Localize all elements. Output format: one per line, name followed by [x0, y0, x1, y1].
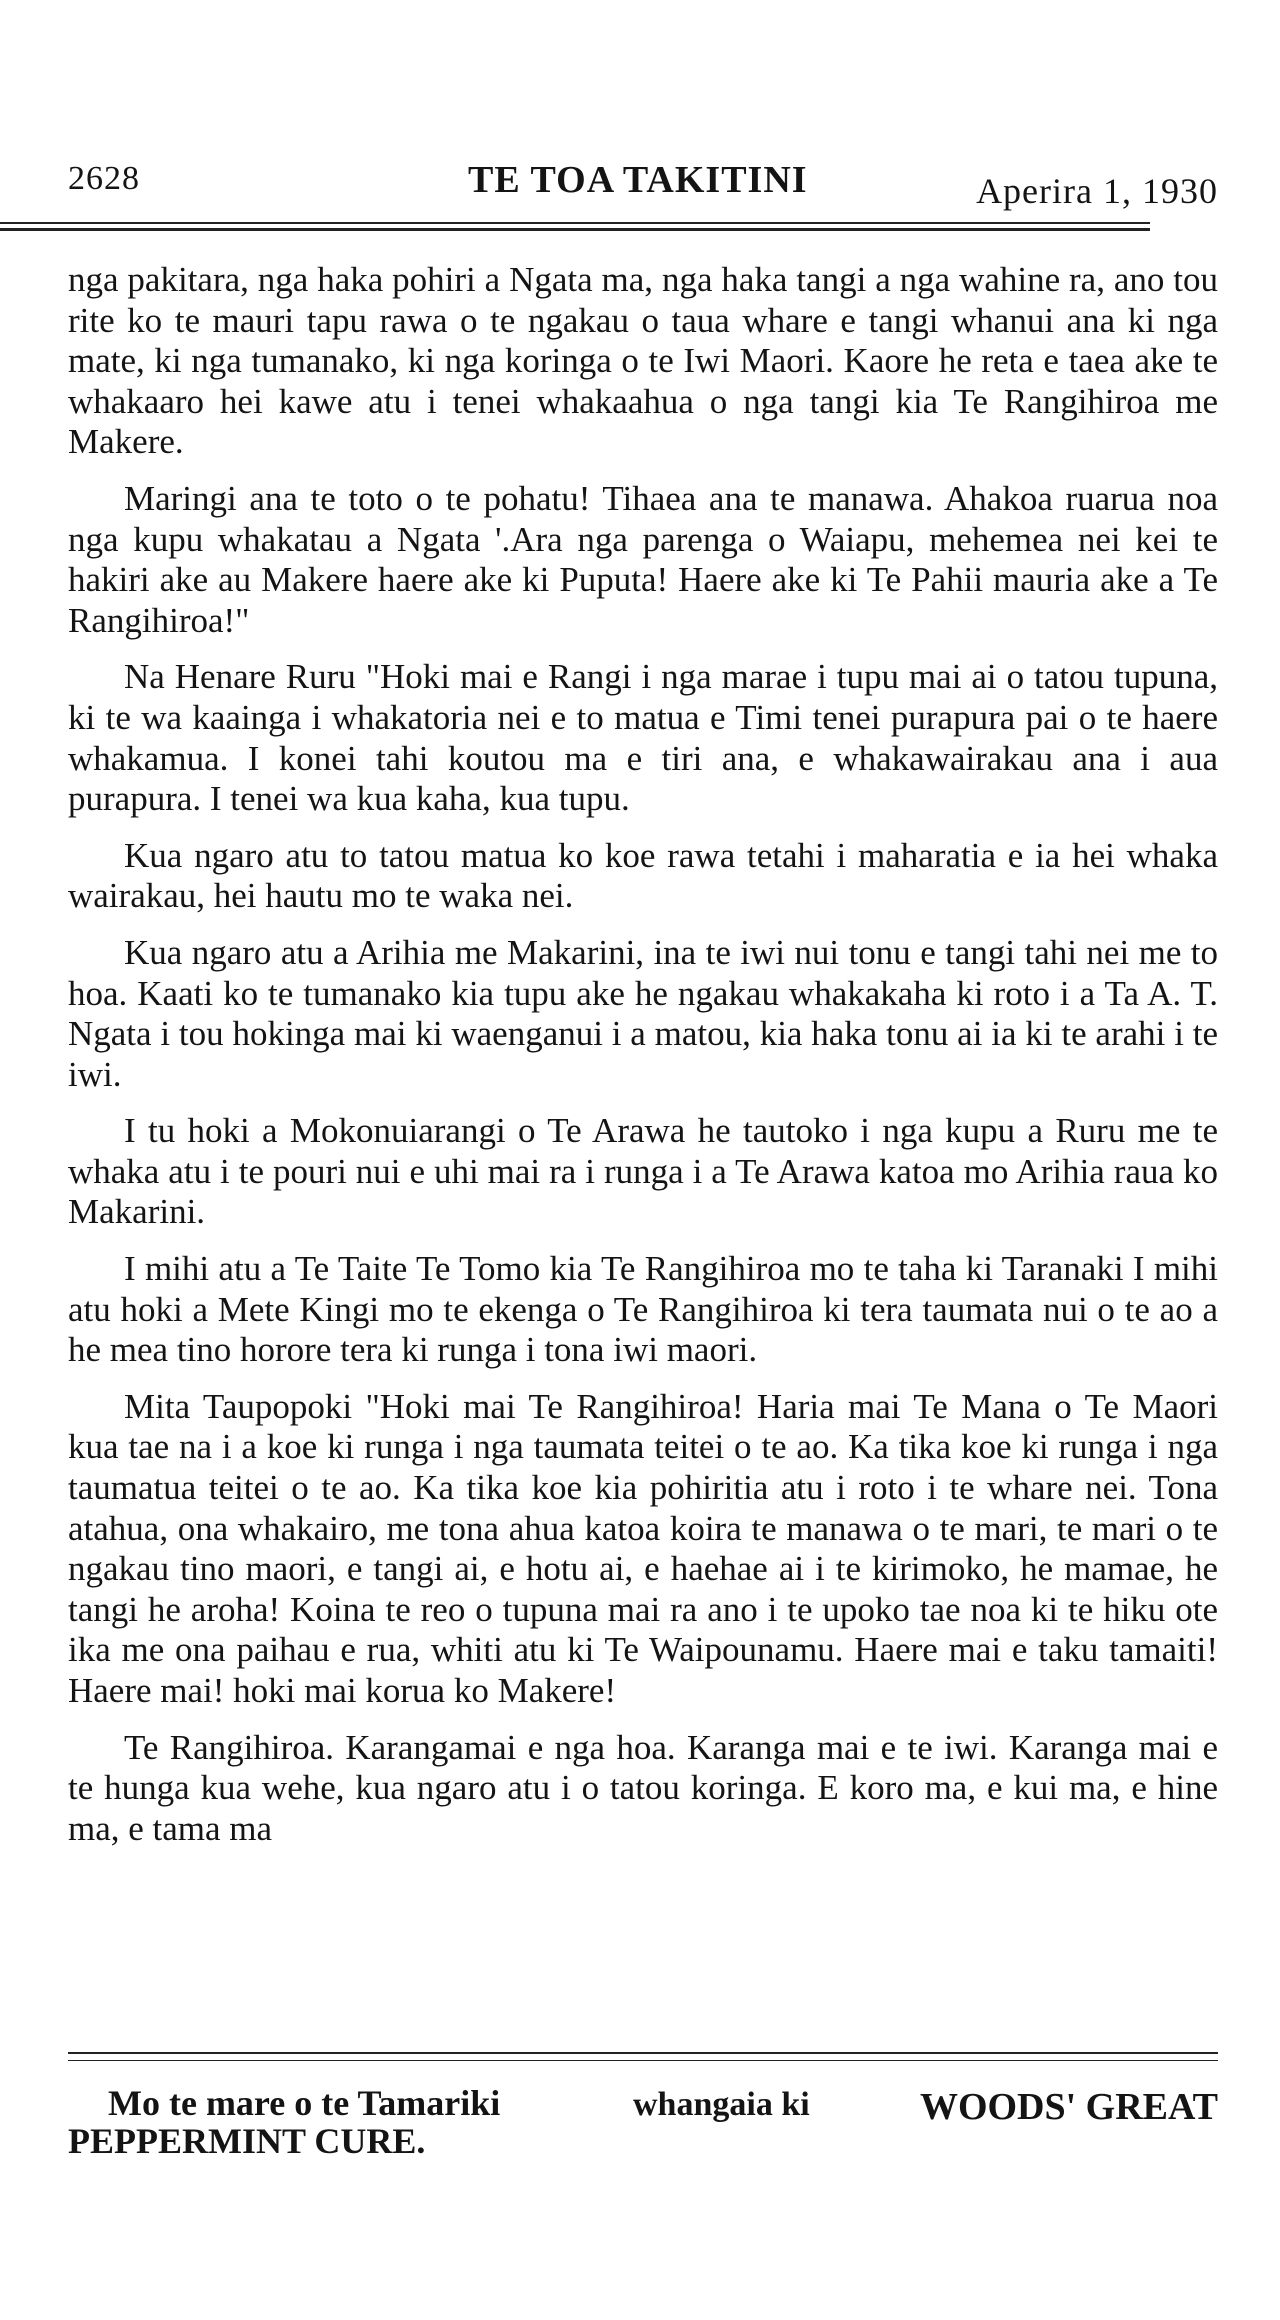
header-rule: [0, 222, 1150, 224]
paragraph: I tu hoki a Mokonuiarangi o Te Arawa he tautoko i nga kupu a Ruru me te whaka atu i te pouri nui e uhi mai ra i runga i a Te Arawa katoa mo Arihia raua ko Makarini.: [68, 1111, 1218, 1232]
paragraph: Kua ngaro atu a Arihia me Makarini, ina te iwi nui tonu e tangi tahi nei me to hoa. Kaati ko te tumanako kia tupu ake he ngakau whakakaha ki roto i a Ta A. T. Ngata i tou hokinga mai ki waenganui i a matou, kia haka tonu ai ia ki te arahi i te iwi.: [68, 932, 1218, 1094]
page-header: [68, 150, 1218, 210]
publication-title: TE TOA TAKITINI: [468, 159, 808, 201]
advertisement-text-left: Mo te mare o te Tamariki: [108, 2083, 501, 2123]
page-number: 2628: [68, 160, 140, 197]
paragraph: Kua ngaro atu to tatou matua ko koe rawa tetahi i maharatia e ia hei whaka wairakau, hei hautu mo te waka nei.: [68, 835, 1218, 916]
advertisement-line-1: [68, 2083, 1218, 2128]
paragraph: Te Rangihiroa. Karangamai e nga hoa. Karanga mai e te iwi. Karanga mai e te hunga kua wehe, kua ngaro atu i o tatou koringa. E koro ma, e kui ma, e hine ma, e tama ma: [68, 1727, 1218, 1848]
footer-rule-thin: [68, 2060, 1218, 2061]
paragraph: nga pakitara, nga haka pohiri a Ngata ma, nga haka tangi a nga wahine ra, ano tou rite ko te mauri tapu rawa o te ngakau o taua whare e tangi whanui ana ki nga mate, ki nga tumanako, ki nga koringa o te Iwi Maori. Kaore he reta e taea ake te whakaaro hei kawe atu i tenei whakaahua o nga tangi kia Te Rangihiroa me Makere.: [68, 260, 1218, 462]
paragraph: Na Henare Ruru "Hoki mai e Rangi i nga marae i tupu mai ai o tatou tupuna, ki te wa kaainga i whakatoria nei e to matua e Timi tenei purapura pai o te haere whakamua. I konei tahi koutou ma e tiri ana, e whakawairakau ana i aua purapura. I tenei wa kua kaha, kua tupu.: [68, 657, 1218, 819]
advertisement: [68, 2085, 1218, 2159]
advertisement-product: WOODS' GREAT: [919, 2086, 1218, 2128]
advertisement-text-middle: whangaia ki: [633, 2086, 810, 2123]
issue-date: Aperira 1, 1930: [976, 171, 1218, 211]
paragraph: I mihi atu a Te Taite Te Tomo kia Te Rangihiroa mo te taha ki Taranaki I mihi atu hoki a Mete Kingi mo te ekenga o Te Rangihiroa ki tera taumata nui o te ao a he mea tino horore tera ki runga i tona iwi maori.: [68, 1249, 1218, 1370]
article-body: [68, 260, 1218, 1865]
header-rule-thick: [0, 228, 1150, 231]
paragraph: Maringi ana te toto o te pohatu! Tihaea ana te manawa. Ahakoa ruarua noa nga kupu whakatau a Ngata '.Ara nga parenga o Waiapu, mehemea nei kei te hakiri ake au Makere haere ake ki Puputa! Haere ake ki Te Pahii mauria ake a Te Rangihiroa!": [68, 478, 1218, 640]
page: [68, 150, 1218, 210]
paragraph: Mita Taupopoki "Hoki mai Te Rangihiroa! Haria mai Te Mana o Te Maori kua tae na i a koe ki runga i nga taumata teitei o te ao. Ka tika koe ki runga i nga taumatua teitei o te ao. Ka tika koe kia pohiritia atu i roto i te whare nei. Tona atahua, ona whakairo, me tona ahua katoa koira te manawa o te mari, te mari o te ngakau tino maori, e tangi ai, e hotu ai, e haehae ai i te kirimoko, he mamae, he tangi he aroha! Koina te reo o tupuna mai ra ano i te upoko tae noa ki te hiku ote ika me ona paihau e rua, whiti atu ki Te Waipounamu. Haere mai e taku tamaiti! Haere mai! hoki mai korua ko Makere!: [68, 1386, 1218, 1710]
advertisement-line-2: PEPPERMINT CURE.: [68, 2121, 426, 2161]
footer-rule: [68, 2052, 1218, 2054]
